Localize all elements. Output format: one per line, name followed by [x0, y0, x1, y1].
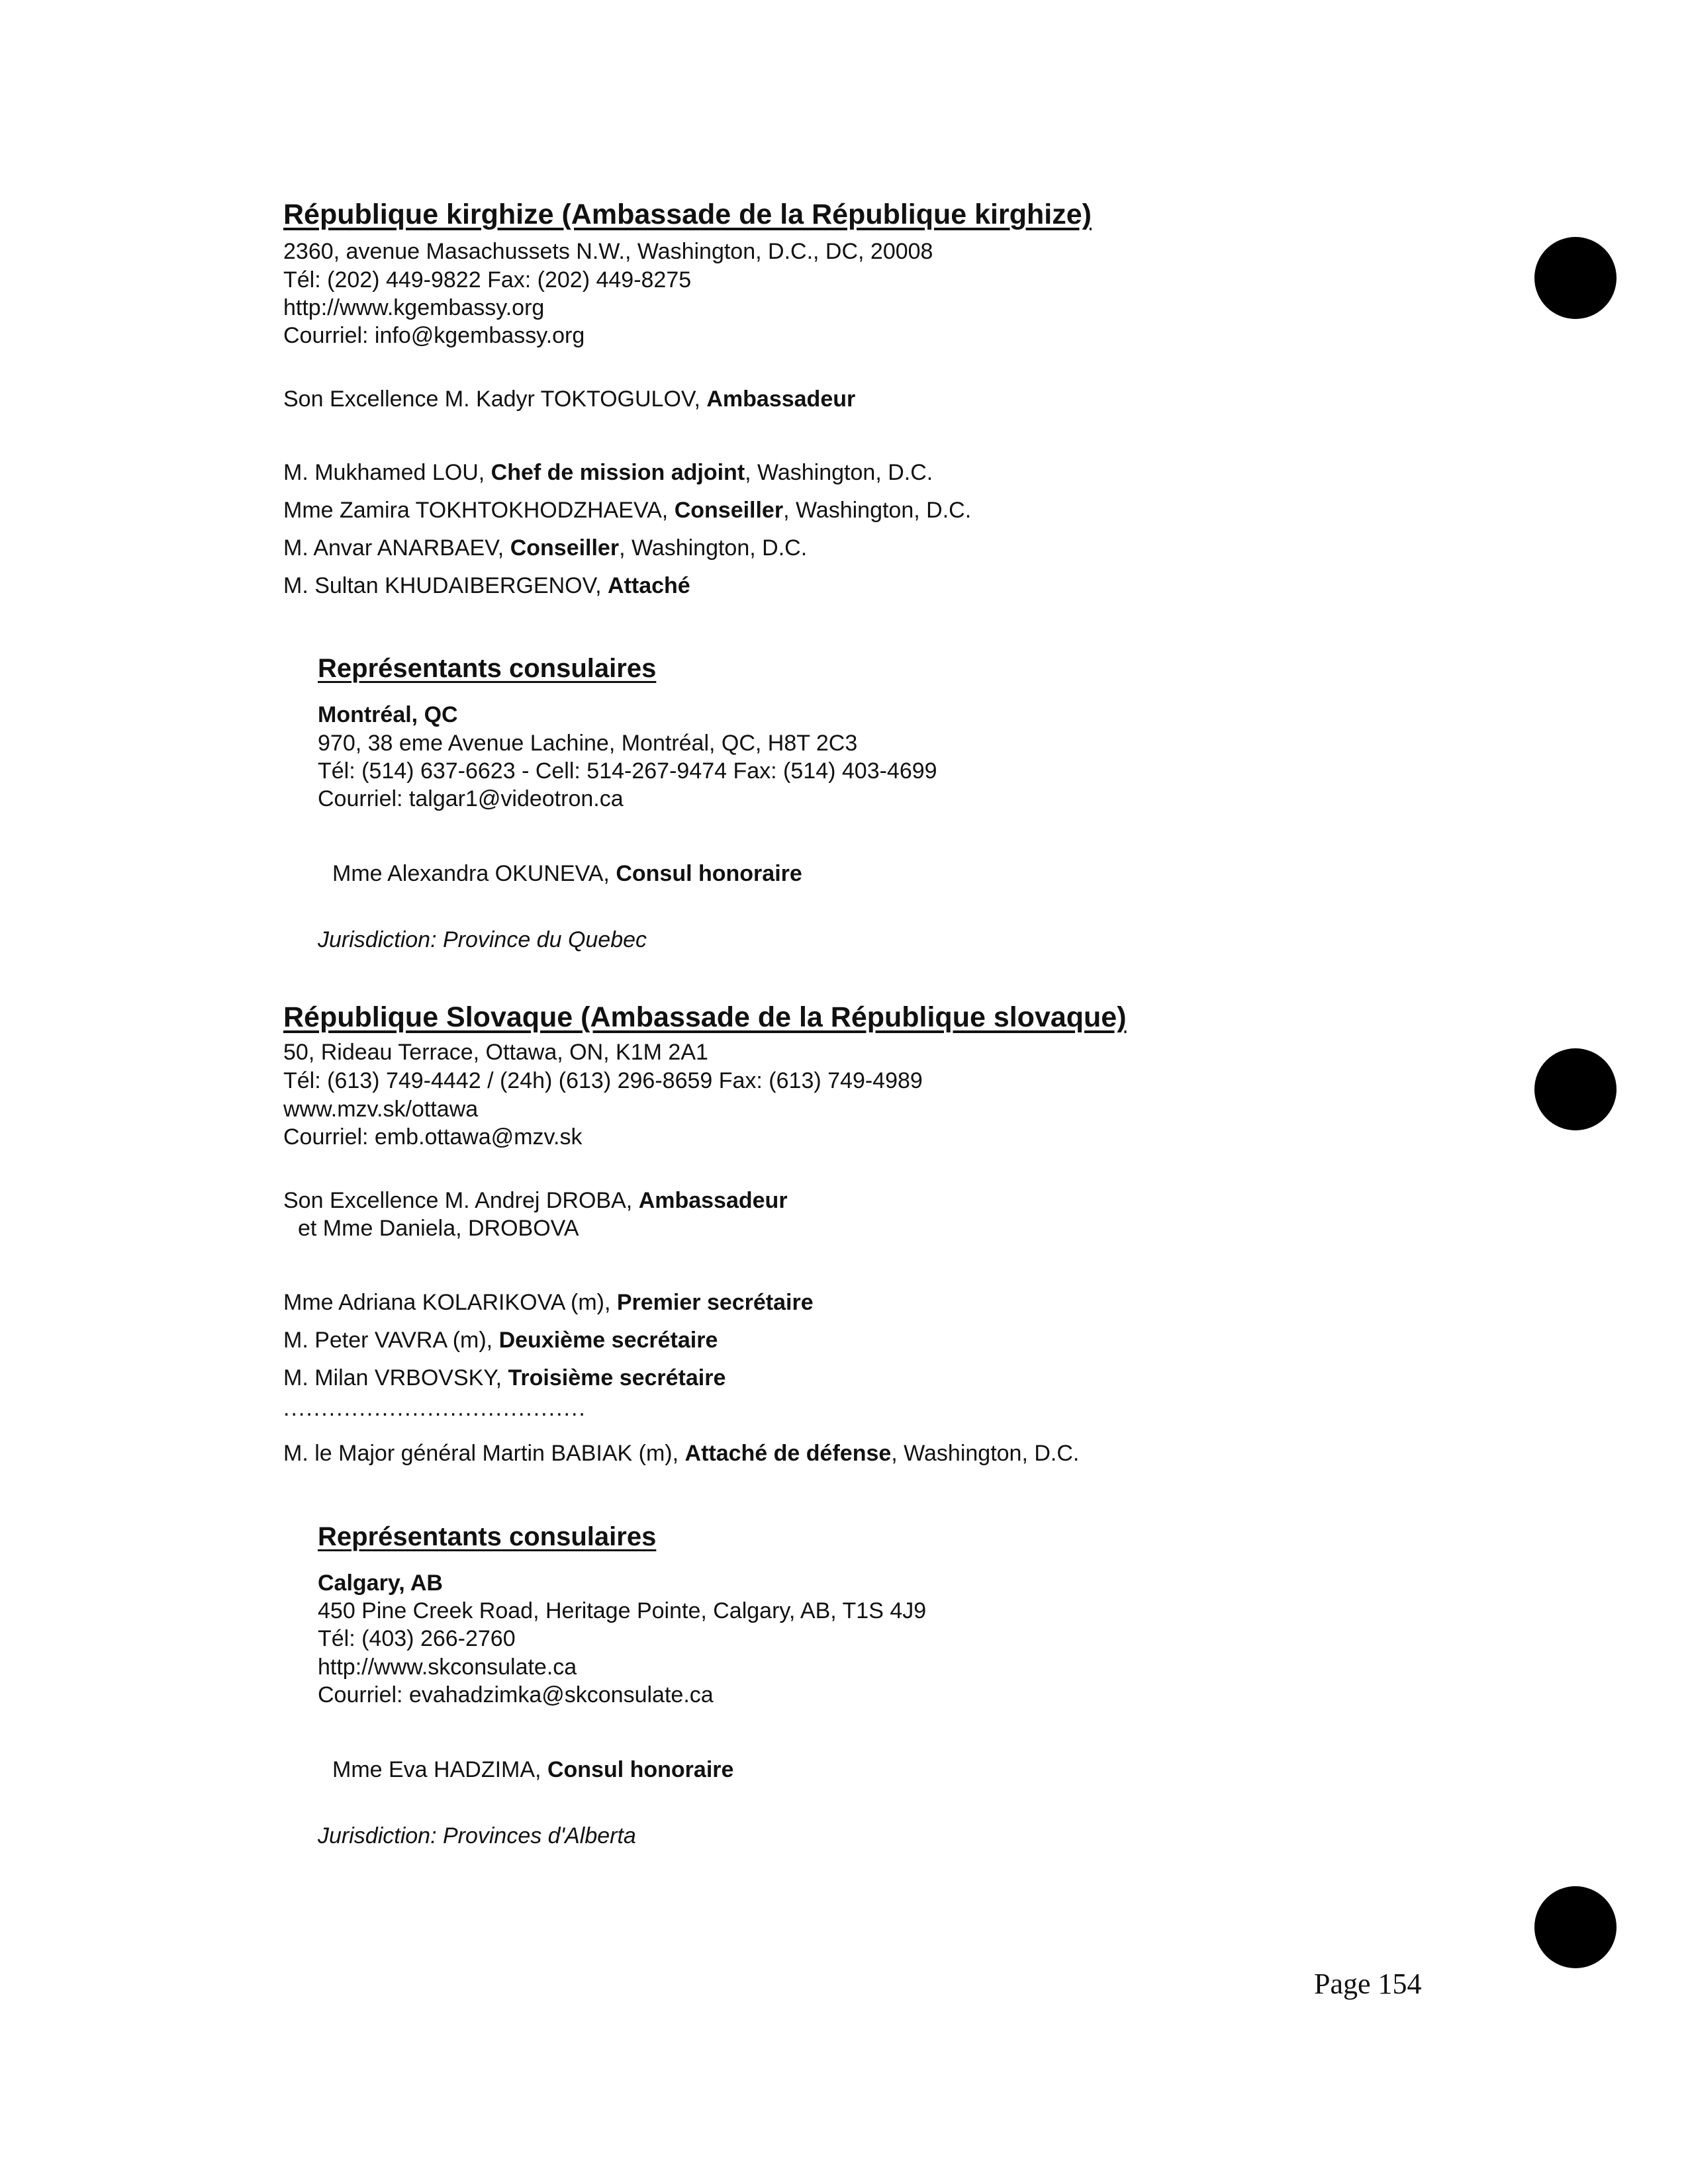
website-line: http://www.kgembassy.org — [283, 295, 545, 320]
email-line: Courriel: info@kgembassy.org — [283, 323, 585, 348]
jurisdiction: Jurisdiction: Province du Quebec — [318, 927, 647, 952]
staff-title: Troisième secrétaire — [508, 1365, 726, 1390]
staff-line — [283, 535, 807, 561]
consul-line — [332, 860, 802, 887]
binder-hole-top — [1534, 237, 1617, 319]
staff-line — [283, 1365, 726, 1391]
section-title-kirghize: République kirghize (Ambassade de la République kirghize) — [283, 199, 1092, 230]
consul-name: Mme Eva HADZIMA, — [332, 1757, 547, 1782]
staff-title: Conseiller — [674, 498, 784, 523]
consular-email: Courriel: evahadzimka@skconsulate.ca — [318, 1682, 714, 1707]
ambassador-name: Son Excellence M. Kadyr TOKTOGULOV, — [283, 387, 707, 412]
ambassador-line — [283, 1187, 788, 1214]
staff-line — [283, 572, 690, 599]
section-title-slovaque: République Slovaque (Ambassade de la République slovaque) — [283, 1001, 1127, 1033]
consular-city: Montréal, QC — [318, 702, 458, 727]
phone-line: Tél: (202) 449-9822 Fax: (202) 449-8275 — [283, 267, 692, 293]
binder-hole-middle — [1534, 1048, 1617, 1130]
address-line: 50, Rideau Terrace, Ottawa, ON, K1M 2A1 — [283, 1040, 708, 1065]
consular-website: http://www.skconsulate.ca — [318, 1655, 577, 1680]
ambassador-name: Son Excellence M. Andrej DROBA, — [283, 1188, 639, 1213]
staff-location: , Washington, D.C. — [619, 535, 808, 561]
consular-phone: Tél: (514) 637-6623 - Cell: 514-267-9474 Fax: (514) 403-4699 — [318, 758, 937, 784]
staff-title: Deuxième secrétaire — [498, 1328, 718, 1353]
staff-name: M. Mukhamed LOU, — [283, 460, 491, 485]
ambassador-title: Ambassadeur — [638, 1188, 788, 1213]
staff-name: M. Peter VAVRA (m), — [283, 1328, 499, 1353]
staff-name: M. Sultan KHUDAIBERGENOV, — [283, 573, 608, 598]
consul-title: Consul honoraire — [547, 1757, 734, 1782]
staff-title: Premier secrétaire — [616, 1290, 814, 1315]
ambassador-title: Ambassadeur — [706, 387, 856, 412]
consular-address: 450 Pine Creek Road, Heritage Pointe, Calgary, AB, T1S 4J9 — [318, 1598, 927, 1623]
consular-heading: Représentants consulaires — [318, 1522, 657, 1551]
consul-title: Consul honoraire — [616, 861, 802, 886]
staff-name: Mme Adriana KOLARIKOVA (m), — [283, 1290, 617, 1315]
staff-title: Attaché de défense — [684, 1441, 892, 1466]
consular-phone: Tél: (403) 266-2760 — [318, 1626, 516, 1651]
consular-city: Calgary, AB — [318, 1570, 443, 1596]
consul-line — [332, 1756, 733, 1783]
phone-line: Tél: (613) 749-4442 / (24h) (613) 296-8659 Fax: (613) 749-4989 — [283, 1068, 923, 1093]
consular-email: Courriel: talgar1@videotron.ca — [318, 786, 624, 811]
staff-name: M. le Major général Martin BABIAK (m), — [283, 1441, 685, 1466]
consul-name: Mme Alexandra OKUNEVA, — [332, 861, 616, 886]
staff-location: , Washington, D.C. — [783, 498, 972, 523]
consular-address: 970, 38 eme Avenue Lachine, Montréal, QC, H8T 2C3 — [318, 731, 858, 756]
staff-title: Attaché — [608, 573, 690, 598]
staff-location: , Washington, D.C. — [745, 460, 933, 485]
staff-name: M. Milan VRBOVSKY, — [283, 1365, 508, 1390]
binder-hole-bottom — [1534, 1886, 1617, 1968]
staff-line — [283, 1327, 718, 1353]
defense-attache-line — [283, 1440, 1079, 1467]
staff-title: Conseiller — [510, 535, 620, 561]
staff-title: Chef de mission adjoint — [491, 460, 745, 485]
staff-name: Mme Zamira TOKHTOKHODZHAEVA, — [283, 498, 675, 523]
staff-line — [283, 459, 933, 486]
staff-line — [283, 1289, 814, 1316]
staff-line — [283, 497, 971, 523]
dotted-separator: ........................................ — [283, 1396, 586, 1421]
jurisdiction: Jurisdiction: Provinces d'Alberta — [318, 1823, 636, 1848]
staff-name: M. Anvar ANARBAEV, — [283, 535, 510, 561]
website-line: www.mzv.sk/ottawa — [283, 1097, 479, 1122]
ambassador-spouse: et Mme Daniela, DROBOVA — [298, 1216, 579, 1241]
staff-location: , Washington, D.C. — [891, 1441, 1080, 1466]
address-line: 2360, avenue Masachussets N.W., Washington, D.C., DC, 20008 — [283, 239, 933, 264]
email-line: Courriel: emb.ottawa@mzv.sk — [283, 1124, 583, 1150]
ambassador-line — [283, 386, 855, 412]
page-number: Page 154 — [1314, 1968, 1422, 2000]
consular-heading: Représentants consulaires — [318, 654, 657, 683]
